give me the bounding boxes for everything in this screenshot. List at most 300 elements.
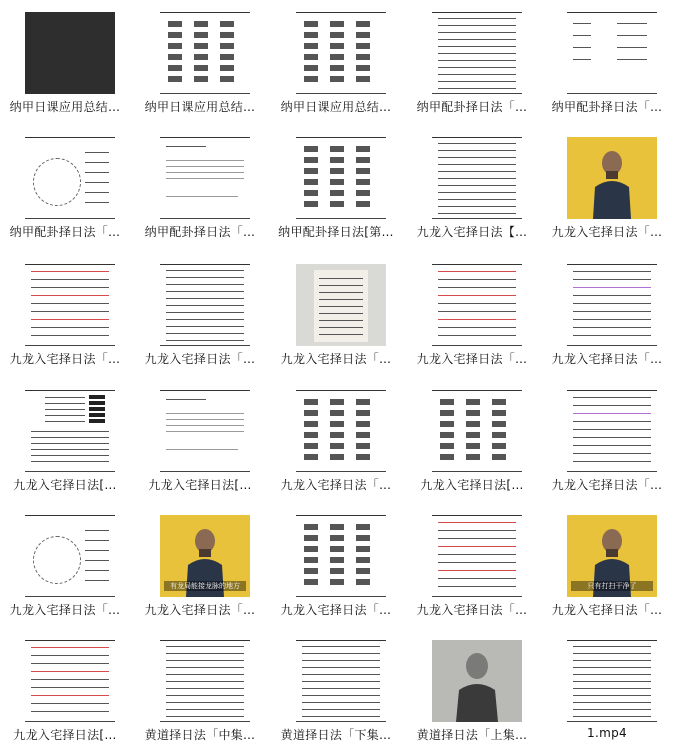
table-cell xyxy=(304,190,318,196)
table-cell xyxy=(330,524,344,530)
file-name: 九龙入宅择日法「… xyxy=(9,603,121,617)
thumb-line xyxy=(31,449,109,450)
table-cell xyxy=(194,65,208,71)
table-cell xyxy=(356,568,370,574)
thumb-line xyxy=(85,202,109,203)
file-thumbnail xyxy=(296,137,386,219)
thumb-line xyxy=(319,313,363,314)
table-cell xyxy=(194,32,208,38)
file-name: 纳甲日课应用总结… xyxy=(144,100,256,114)
table-cell xyxy=(440,399,454,405)
table-cell xyxy=(304,432,318,438)
file-thumbnail xyxy=(160,12,250,94)
table-cell xyxy=(356,65,370,71)
table-cell xyxy=(304,546,318,552)
file-name: 九龙入宅择日法「… xyxy=(280,352,392,366)
file-item[interactable] xyxy=(542,252,672,374)
thumb-line xyxy=(31,335,109,336)
file-name: 九龙入宅择日法「… xyxy=(280,603,392,617)
file-thumbnail xyxy=(567,640,657,722)
file-thumbnail xyxy=(567,137,657,219)
thumb-line xyxy=(166,695,244,696)
thumb-line xyxy=(573,35,591,36)
thumb-line xyxy=(166,160,244,161)
thumb-line xyxy=(166,709,244,710)
table-cell xyxy=(330,54,344,60)
table-cell xyxy=(220,43,234,49)
file-item[interactable] xyxy=(407,378,537,500)
thumb-line xyxy=(166,340,244,341)
thumb-line xyxy=(319,285,363,286)
file-item[interactable] xyxy=(271,503,401,625)
thumb-line xyxy=(573,319,651,320)
person-image xyxy=(456,648,498,722)
file-name: 纳甲日课应用总结… xyxy=(280,100,392,114)
file-thumbnail xyxy=(567,390,657,472)
file-name: 九龙入宅择日法[… xyxy=(13,478,117,492)
table-cell xyxy=(356,21,370,27)
file-item[interactable] xyxy=(0,503,130,625)
thumb-line xyxy=(319,299,363,300)
thumb-line xyxy=(573,695,651,696)
table-cell xyxy=(304,21,318,27)
file-item[interactable] xyxy=(407,628,537,750)
file-item[interactable] xyxy=(135,125,265,247)
table-cell xyxy=(220,76,234,82)
thumb-line xyxy=(438,335,516,336)
thumb-line xyxy=(31,287,109,288)
table-cell xyxy=(466,421,480,427)
table-cell xyxy=(492,410,506,416)
file-item[interactable] xyxy=(271,0,401,122)
thumb-line xyxy=(31,455,109,456)
thumb-line xyxy=(45,409,85,410)
thumb-line xyxy=(45,397,85,398)
file-name: 九龙入宅择日法[… xyxy=(148,478,252,492)
table-cell xyxy=(304,168,318,174)
table-cell xyxy=(440,410,454,416)
thumb-line xyxy=(31,437,109,438)
thumb-line xyxy=(302,702,380,703)
file-name: 九龙入宅择日法「… xyxy=(280,478,392,492)
file-name: 九龙入宅择日法「… xyxy=(144,603,256,617)
file-thumbnail xyxy=(160,264,250,346)
thumb-line xyxy=(573,23,591,24)
file-thumbnail xyxy=(432,264,522,346)
file-name: 纳甲配卦择日法[第… xyxy=(278,225,394,239)
thumb-line xyxy=(166,277,244,278)
thumb-line xyxy=(438,311,516,312)
thumb-line xyxy=(438,578,516,579)
redaction-block xyxy=(89,407,105,411)
table-cell xyxy=(492,443,506,449)
thumb-line xyxy=(438,287,516,288)
file-item[interactable] xyxy=(542,628,672,750)
table-cell xyxy=(492,432,506,438)
file-item[interactable] xyxy=(0,252,130,374)
table-cell xyxy=(168,43,182,49)
file-thumbnail xyxy=(296,515,386,597)
table-cell xyxy=(304,157,318,163)
thumb-line xyxy=(166,172,244,173)
file-name: 纳甲配卦择日法「… xyxy=(551,100,663,114)
file-name: 纳甲配卦择日法「… xyxy=(144,225,256,239)
thumb-line xyxy=(31,711,109,712)
file-name: 九龙入宅择日法【… xyxy=(416,225,528,239)
table-cell xyxy=(330,535,344,541)
thumb-line xyxy=(438,185,516,186)
table-cell xyxy=(440,421,454,427)
file-item[interactable] xyxy=(407,125,537,247)
thumb-line xyxy=(166,270,244,271)
thumb-line xyxy=(573,303,651,304)
thumb-line xyxy=(166,653,244,654)
file-thumbnail xyxy=(296,264,386,346)
table-cell xyxy=(330,568,344,574)
thumb-line xyxy=(573,59,591,60)
thumb-line xyxy=(319,306,363,307)
thumb-line xyxy=(166,431,244,432)
table-cell xyxy=(440,432,454,438)
thumb-line xyxy=(573,405,651,406)
thumb-line xyxy=(31,679,109,680)
file-item[interactable] xyxy=(135,378,265,500)
thumb-line xyxy=(319,320,363,321)
file-thumbnail xyxy=(160,515,250,597)
thumb-line xyxy=(302,674,380,675)
thumb-line xyxy=(166,646,244,647)
file-item[interactable] xyxy=(542,378,672,500)
file-thumbnail xyxy=(296,640,386,722)
thumb-line xyxy=(31,303,109,304)
thumb-line xyxy=(302,646,380,647)
thumb-line xyxy=(438,279,516,280)
thumb-line xyxy=(438,143,516,144)
table-cell xyxy=(304,146,318,152)
thumb-line xyxy=(85,162,109,163)
table-cell xyxy=(330,546,344,552)
table-cell xyxy=(356,443,370,449)
thumb-line xyxy=(302,695,380,696)
file-thumbnail xyxy=(432,137,522,219)
table-cell xyxy=(168,32,182,38)
thumb-line xyxy=(438,46,516,47)
file-item[interactable] xyxy=(0,628,130,750)
thumb-line xyxy=(438,546,516,547)
thumb-line xyxy=(302,660,380,661)
thumb-line xyxy=(438,178,516,179)
table-cell xyxy=(466,443,480,449)
thumb-line xyxy=(573,335,651,336)
file-name: 九龙入宅择日法[… xyxy=(13,728,117,742)
bagua-diagram xyxy=(33,158,81,206)
file-name: 九龙入宅择日法「… xyxy=(551,352,663,366)
table-cell xyxy=(304,421,318,427)
table-cell xyxy=(466,399,480,405)
file-thumbnail xyxy=(432,515,522,597)
thumb-line xyxy=(573,327,651,328)
table-cell xyxy=(356,157,370,163)
thumb-line xyxy=(573,271,651,272)
table-cell xyxy=(440,454,454,460)
thumb-line xyxy=(573,287,651,288)
table-cell xyxy=(330,65,344,71)
thumb-line xyxy=(166,319,244,320)
table-cell xyxy=(356,76,370,82)
thumb-line xyxy=(302,688,380,689)
file-thumbnail xyxy=(160,640,250,722)
video-subtitle: 只有打扫干净了 xyxy=(571,581,653,591)
thumb-line xyxy=(319,292,363,293)
table-cell xyxy=(304,201,318,207)
table-cell xyxy=(304,32,318,38)
person-image xyxy=(593,147,631,219)
thumb-line xyxy=(573,681,651,682)
redaction-block xyxy=(89,401,105,405)
table-cell xyxy=(330,579,344,585)
table-cell xyxy=(194,54,208,60)
thumb-line xyxy=(166,291,244,292)
thumb-line xyxy=(166,146,206,147)
thumb-line xyxy=(573,667,651,668)
file-item[interactable] xyxy=(0,125,130,247)
table-cell xyxy=(466,432,480,438)
table-cell xyxy=(304,65,318,71)
table-cell xyxy=(466,454,480,460)
file-name: 黄道择日法「上集… xyxy=(416,728,528,742)
file-thumbnail xyxy=(25,12,115,94)
file-item[interactable] xyxy=(542,503,672,625)
table-cell xyxy=(492,399,506,405)
thumb-line xyxy=(319,334,363,335)
table-cell xyxy=(220,65,234,71)
thumb-line xyxy=(438,192,516,193)
thumb-line xyxy=(31,647,109,648)
file-item[interactable] xyxy=(0,378,130,500)
table-cell xyxy=(330,32,344,38)
redaction-block xyxy=(89,419,105,423)
thumb-line xyxy=(85,530,109,531)
file-thumbnail xyxy=(432,390,522,472)
file-item[interactable] xyxy=(271,628,401,750)
file-name: 九龙入宅择日法「… xyxy=(416,603,528,617)
file-thumbnail xyxy=(432,640,522,722)
thumb-line xyxy=(438,164,516,165)
file-name: 纳甲配卦择日法「… xyxy=(416,100,528,114)
table-cell xyxy=(356,557,370,563)
thumb-line xyxy=(438,25,516,26)
table-cell xyxy=(330,179,344,185)
thumb-line xyxy=(85,192,109,193)
thumb-line xyxy=(166,660,244,661)
table-cell xyxy=(330,168,344,174)
file-name: 九龙入宅择日法[… xyxy=(420,478,524,492)
redaction-block xyxy=(89,395,105,399)
thumb-line xyxy=(85,152,109,153)
file-item[interactable] xyxy=(271,378,401,500)
thumb-line xyxy=(319,327,363,328)
table-cell xyxy=(492,421,506,427)
table-cell xyxy=(330,410,344,416)
thumb-line xyxy=(438,32,516,33)
table-cell xyxy=(304,76,318,82)
file-name: 九龙入宅择日法「… xyxy=(551,603,663,617)
thumb-line xyxy=(617,35,647,36)
thumb-line xyxy=(166,449,238,450)
table-cell xyxy=(304,54,318,60)
thumb-line xyxy=(573,702,651,703)
thumb-line xyxy=(302,667,380,668)
file-item[interactable] xyxy=(407,503,537,625)
file-thumbnail xyxy=(432,12,522,94)
thumb-line xyxy=(617,23,647,24)
file-name: 纳甲配卦择日法「… xyxy=(9,225,121,239)
file-item[interactable] xyxy=(542,0,672,122)
bagua-diagram xyxy=(33,536,81,584)
redaction-block xyxy=(89,413,105,417)
table-cell xyxy=(220,21,234,27)
file-name: 九龙入宅择日法「… xyxy=(144,352,256,366)
table-cell xyxy=(330,21,344,27)
thumb-line xyxy=(31,295,109,296)
thumb-line xyxy=(31,671,109,672)
thumb-line xyxy=(573,688,651,689)
file-item[interactable] xyxy=(407,0,537,122)
table-cell xyxy=(356,454,370,460)
table-cell xyxy=(356,546,370,552)
table-cell xyxy=(330,43,344,49)
file-item[interactable] xyxy=(135,503,265,625)
thumb-line xyxy=(166,178,244,179)
table-cell xyxy=(330,421,344,427)
thumb-line xyxy=(166,688,244,689)
file-item[interactable] xyxy=(271,125,401,247)
file-item[interactable] xyxy=(135,628,265,750)
table-cell xyxy=(356,179,370,185)
thumb-line xyxy=(438,88,516,89)
table-cell xyxy=(356,432,370,438)
thumb-line xyxy=(573,653,651,654)
thumb-line xyxy=(166,681,244,682)
thumb-line xyxy=(573,421,651,422)
thumb-line xyxy=(31,311,109,312)
table-cell xyxy=(168,21,182,27)
thumb-line xyxy=(166,305,244,306)
thumb-line xyxy=(438,522,516,523)
file-thumbnail xyxy=(567,12,657,94)
file-item[interactable] xyxy=(271,252,401,374)
file-item[interactable] xyxy=(135,252,265,374)
thumb-line xyxy=(85,550,109,551)
file-thumbnail xyxy=(160,137,250,219)
table-cell xyxy=(304,43,318,49)
table-cell xyxy=(356,146,370,152)
table-cell xyxy=(220,32,234,38)
thumb-line xyxy=(438,530,516,531)
table-cell xyxy=(304,454,318,460)
thumb-line xyxy=(319,278,363,279)
thumb-line xyxy=(573,709,651,710)
thumb-line xyxy=(31,703,109,704)
table-cell xyxy=(304,557,318,563)
table-cell xyxy=(304,443,318,449)
table-cell xyxy=(356,410,370,416)
table-cell xyxy=(330,146,344,152)
file-name: 纳甲日课应用总结… xyxy=(9,100,121,114)
table-cell xyxy=(194,76,208,82)
table-cell xyxy=(304,579,318,585)
file-item[interactable] xyxy=(0,0,130,122)
table-cell xyxy=(304,179,318,185)
table-cell xyxy=(330,201,344,207)
table-cell xyxy=(356,524,370,530)
table-cell xyxy=(356,421,370,427)
thumb-line xyxy=(573,47,591,48)
table-cell xyxy=(304,568,318,574)
thumb-line xyxy=(438,319,516,320)
thumb-line xyxy=(573,716,651,717)
thumb-line xyxy=(617,59,647,60)
thumb-line xyxy=(45,403,85,404)
thumb-line xyxy=(85,570,109,571)
table-cell xyxy=(356,201,370,207)
thumb-line xyxy=(166,702,244,703)
table-cell xyxy=(304,535,318,541)
thumb-line xyxy=(573,429,651,430)
thumb-line xyxy=(438,18,516,19)
table-cell xyxy=(194,43,208,49)
file-item[interactable] xyxy=(407,252,537,374)
thumb-line xyxy=(438,81,516,82)
thumb-line xyxy=(166,196,238,197)
file-item[interactable] xyxy=(542,125,672,247)
table-cell xyxy=(330,432,344,438)
thumb-line xyxy=(438,554,516,555)
thumb-line xyxy=(166,716,244,717)
file-name: 1.mp4 xyxy=(587,726,627,740)
table-cell xyxy=(168,65,182,71)
file-thumbnail xyxy=(25,390,115,472)
thumb-line xyxy=(31,695,109,696)
file-name: 黄道择日法「下集… xyxy=(280,728,392,742)
thumb-line xyxy=(166,674,244,675)
table-cell xyxy=(330,399,344,405)
table-cell xyxy=(356,32,370,38)
thumb-line xyxy=(438,150,516,151)
thumb-line xyxy=(31,327,109,328)
video-subtitle: 有龙局能接龙脉的地方 xyxy=(164,581,246,591)
file-thumbnail xyxy=(296,390,386,472)
thumb-line xyxy=(166,166,244,167)
thumb-line xyxy=(31,687,109,688)
thumb-line xyxy=(85,172,109,173)
thumb-line xyxy=(438,199,516,200)
file-item[interactable] xyxy=(135,0,265,122)
thumb-line xyxy=(438,538,516,539)
thumb-line xyxy=(573,660,651,661)
table-cell xyxy=(356,54,370,60)
thumb-line xyxy=(573,646,651,647)
thumb-line xyxy=(31,271,109,272)
table-cell xyxy=(356,535,370,541)
table-cell xyxy=(330,190,344,196)
thumb-line xyxy=(573,674,651,675)
file-thumbnail xyxy=(160,390,250,472)
table-cell xyxy=(304,524,318,530)
thumb-line xyxy=(31,279,109,280)
thumb-line xyxy=(438,157,516,158)
thumb-line xyxy=(85,540,109,541)
